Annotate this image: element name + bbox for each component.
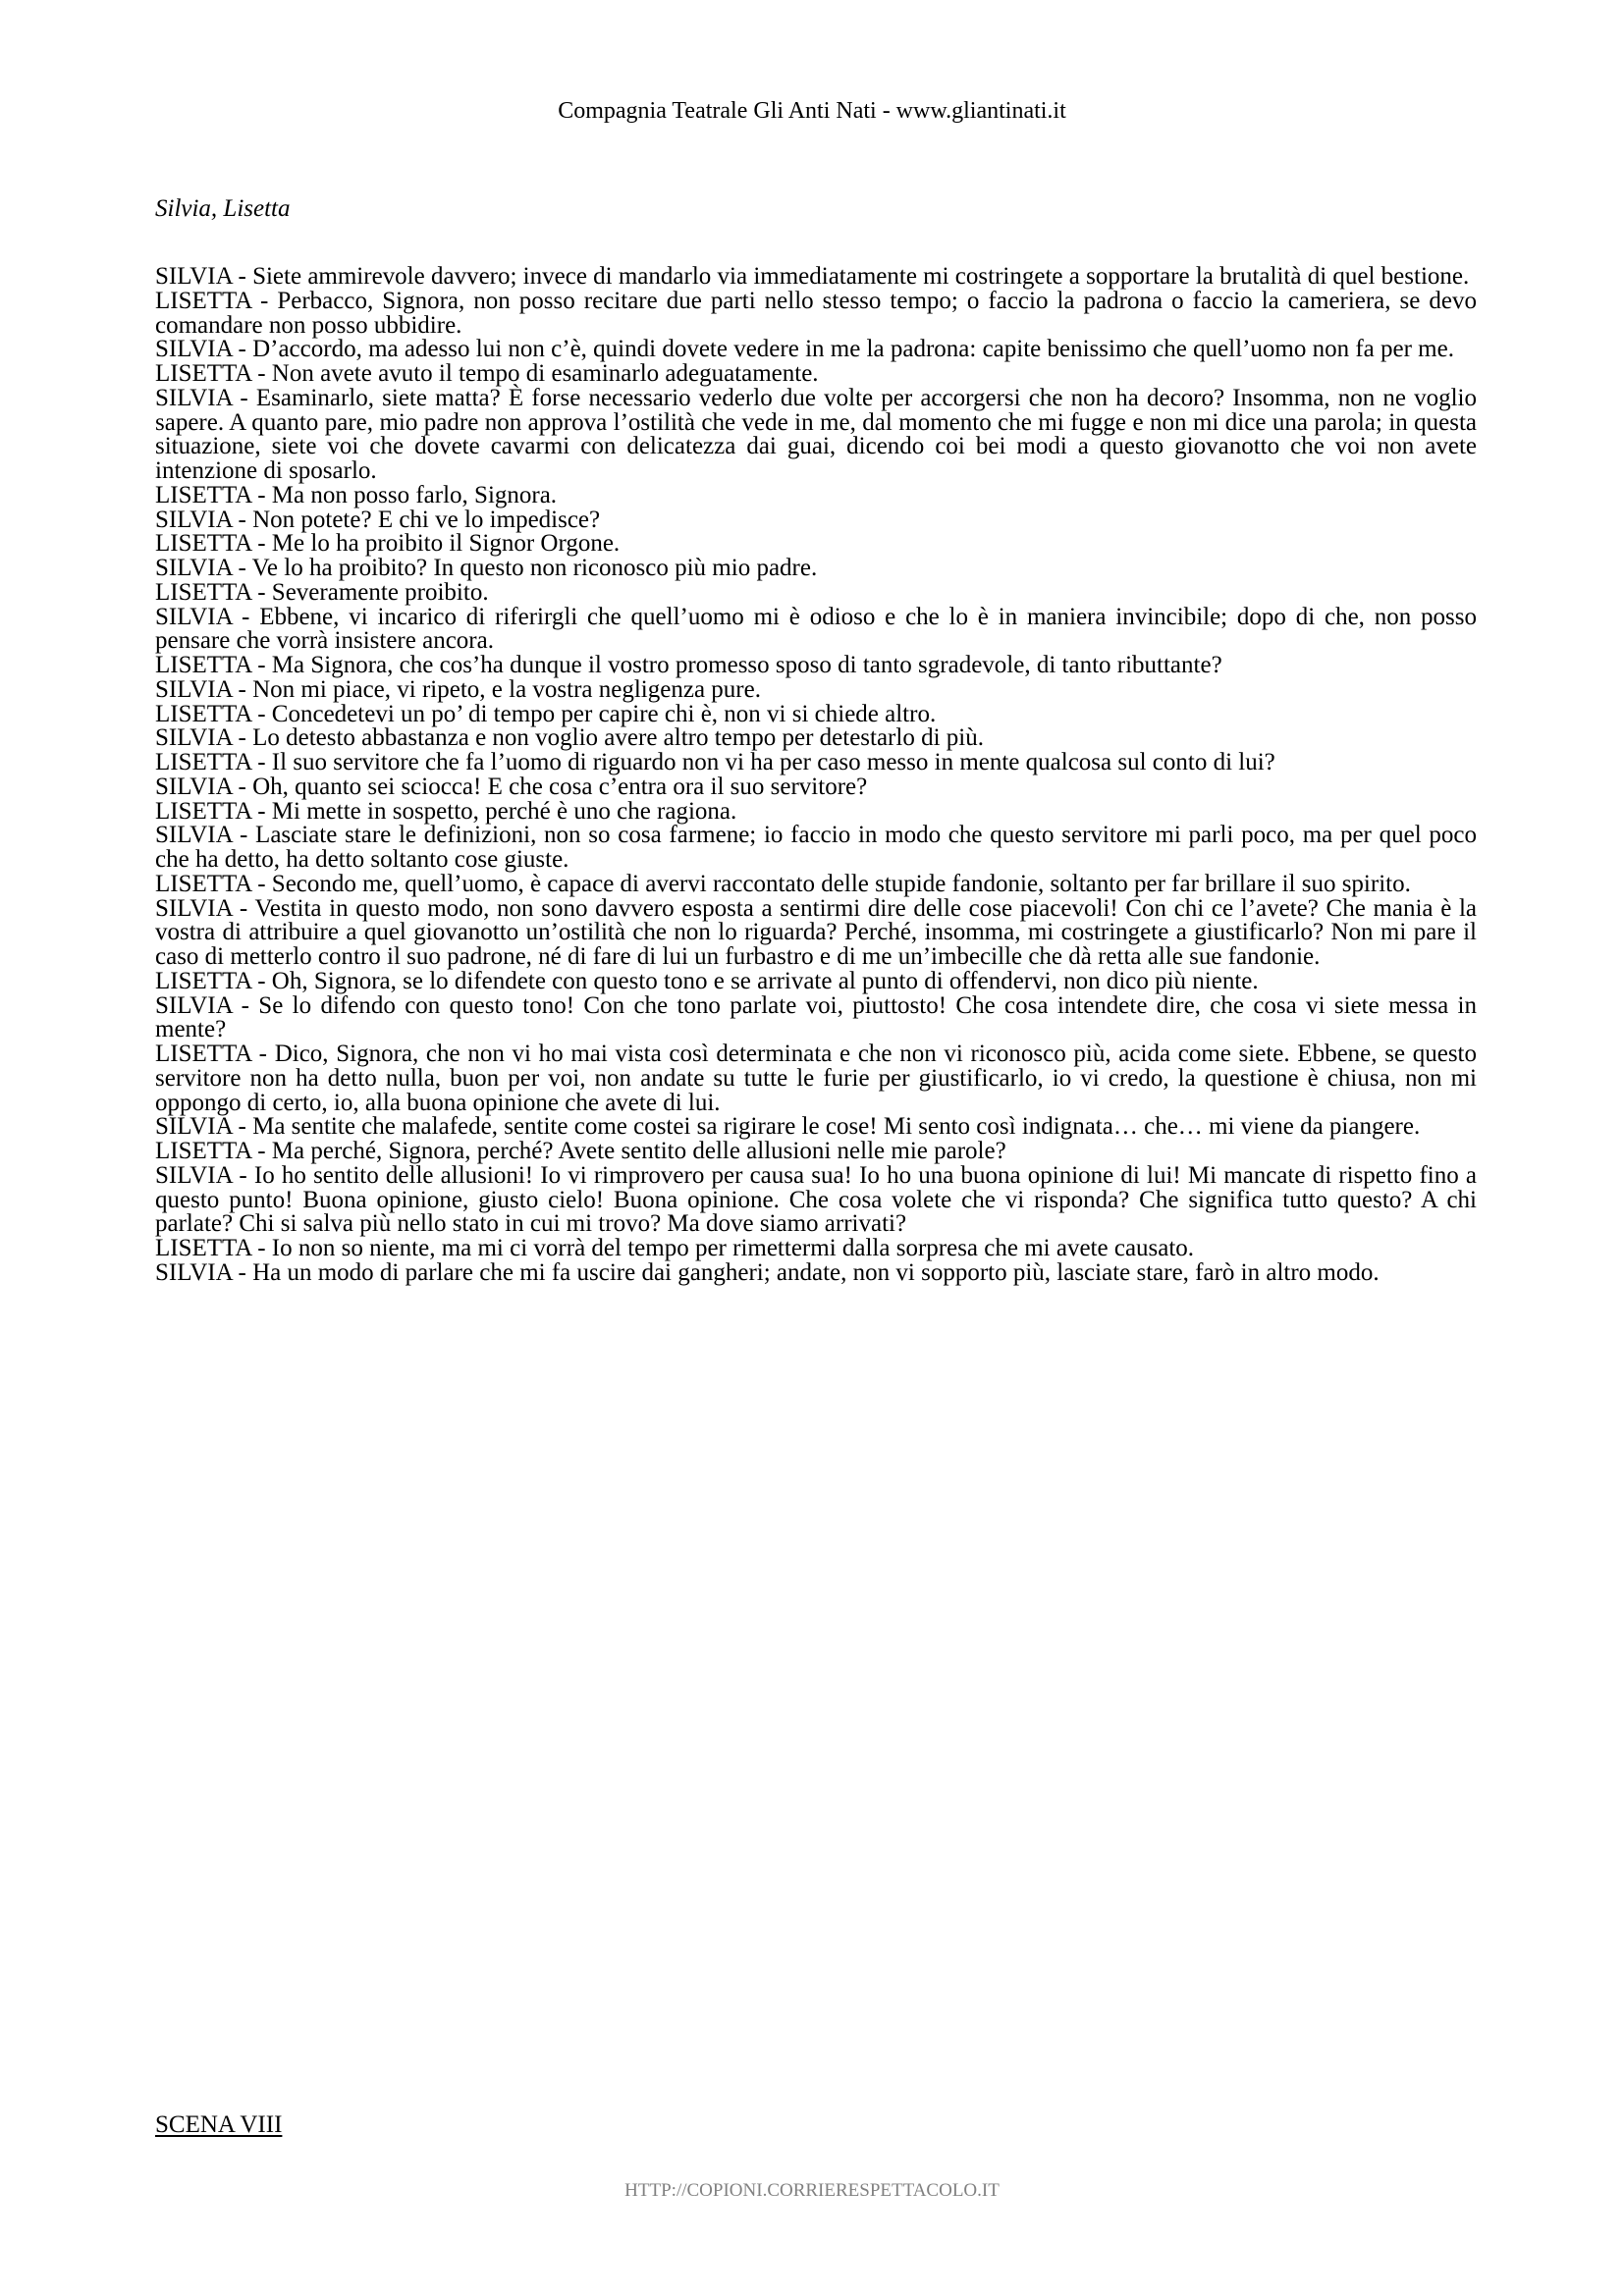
dialogue-line: LISETTA - Severamente proibito. [155, 578, 489, 606]
dialogue-line: LISETTA - Non avete avuto il tempo di esaminarlo adeguatamente. [155, 360, 819, 387]
dialogue-line: LISETTA - Ma non posso farlo, Signora. [155, 481, 558, 508]
dialogue-line: SILVIA - Ma sentite che malafede, sentite come costei sa rigirare le cose! Mi sento così indignata… che… mi viene da piangere. [155, 1113, 1421, 1141]
page-header: Compagnia Teatrale Gli Anti Nati - www.gliantinati.it [558, 98, 1066, 124]
dialogue-line: SILVIA - Oh, quanto sei sciocca! E che cosa c’entra ora il suo servitore? [155, 773, 868, 800]
dialogue-line: LISETTA - Mi mette in sospetto, perché è uno che ragiona. [155, 797, 737, 825]
dialogue-line: SILVIA - Vestita in questo modo, non sono davvero esposta a sentirmi dire delle cose piacevoli! Con chi ce l’avete? Che mania è la vostra di attribuire a quel giovanotto un’ostilità che non lo riguarda? Perché, insomma, mi costringete a giustificarlo? Non mi pare il caso di metterlo contro il suo padrone, né di fare di lui un furbastro e di me un’imbecille che dà retta alle sue fandonie. [155, 894, 1477, 970]
dialogue-line: LISETTA - Ma Signora, che cos’ha dunque il vostro promesso sposo di tanto sgradevole, di tanto ributtante? [155, 652, 1222, 678]
dialogue-line: LISETTA - Concedetevi un po’ di tempo per capire chi è, non vi si chiede altro. [155, 700, 937, 727]
dialogue [155, 265, 1477, 1286]
scene-title: SCENA VIII [155, 2111, 283, 2138]
dialogue-line: SILVIA - Non potete? E chi ve lo impedisce? [155, 506, 601, 533]
dialogue-line: LISETTA - Me lo ha proibito il Signor Orgone. [155, 530, 621, 558]
dialogue-line: LISETTA - Io non so niente, ma mi ci vorrà del tempo per rimettermi dalla sorpresa che mi avete causato. [155, 1235, 1195, 1261]
dialogue-line: LISETTA - Perbacco, Signora, non posso recitare due parti nello stesso tempo; o faccio la padrona o faccio la cameriera, se devo comandare non posso ubbidire. [155, 287, 1477, 339]
dialogue-line: SILVIA - Lasciate stare le definizioni, non so cosa farmene; io faccio in modo che questo servitore mi parli poco, ma per quel poco che ha detto, ha detto soltanto cose giuste. [155, 822, 1477, 873]
dialogue-line: SILVIA - Ve lo ha proibito? In questo non riconosco più mio padre. [155, 555, 818, 581]
dialogue-line: LISETTA - Il suo servitore che fa l’uomo di riguardo non vi ha per caso messo in mente qualcosa sul conto di lui? [155, 749, 1275, 775]
dialogue-line: SILVIA - Non mi piace, vi ripeto, e la vostra negligenza pure. [155, 675, 761, 703]
dialogue-line: SILVIA - Ebbene, vi incarico di riferirgli che quell’uomo mi è odioso e che lo è in maniera invincibile; dopo di che, non posso pensare che vorrà insistere ancora. [155, 603, 1477, 655]
dialogue-line: SILVIA - Io ho sentito delle allusioni! Io vi rimprovero per causa sua! Io ho una buona opinione di lui! Mi mancate di rispetto fino a questo punto! Buona opinione, giusto cielo! Buona opinione. Che cosa volete che vi risponda? Che significa tutto questo? A chi parlate? Chi si salva più nello stato in cui mi trovo? Ma dove siamo arrivati? [155, 1161, 1477, 1238]
dialogue-line: LISETTA - Dico, Signora, che non vi ho mai vista così determinata e che non vi riconosco più, acida come siete. Ebbene, se questo servitore non ha detto nulla, buon per voi, non andate su tutte le furie per giustificarlo, io vi credo, la questione è chiusa, non mi oppongo di certo, io, alla buona opinione che avete di lui. [155, 1041, 1477, 1116]
dialogue-line: SILVIA - D’accordo, ma adesso lui non c’è, quindi dovete vedere in me la padrona: capite benissimo che quell’uomo non fa per me. [155, 336, 1454, 363]
dialogue-line: SILVIA - Lo detesto abbastanza e non voglio avere altro tempo per detestarlo di più. [155, 724, 984, 752]
dialogue-line: LISETTA - Secondo me, quell’uomo, è capace di avervi raccontato delle stupide fandonie, soltanto per far brillare il suo spirito. [155, 870, 1411, 897]
dialogue-line: SILVIA - Siete ammirevole davvero; invece di mandarlo via immediatamente mi costringete a sopportare la brutalità di quel bestione. [155, 263, 1470, 290]
dialogue-line: SILVIA - Esaminarlo, siete matta? È forse necessario vederlo due volte per accorgersi che non ha decoro? Insomma, non ne voglio sapere. A quanto pare, mio padre non approva l’ostilità che vede in me, dal momento che mi fugge e non mi dice una parola; in questa situazione, siete voi che dovete cavarmi con delicatezza dai guai, dicendo coi bei modi a questo giovanotto che voi non avete intenzione di sposarlo. [155, 384, 1477, 484]
dialogue-line: SILVIA - Se lo difendo con questo tono! Con che tono parlate voi, piuttosto! Che cosa intendete dire, che cosa vi siete messa in mente? [155, 991, 1477, 1043]
dialogue-line: SILVIA - Ha un modo di parlare che mi fa uscire dai gangheri; andate, non vi sopporto più, lasciate stare, farò in altro modo. [155, 1258, 1380, 1286]
page-footer: HTTP://COPIONI.CORRIERESPETTACOLO.IT [624, 2180, 1000, 2201]
scene-characters: Silvia, Lisetta [155, 195, 291, 222]
dialogue-line: LISETTA - Ma perché, Signora, perché? Avete sentito delle allusioni nelle mie parole? [155, 1138, 1006, 1164]
dialogue-line: LISETTA - Oh, Signora, se lo difendete con questo tono e se arrivate al punto di offendervi, non dico più niente. [155, 967, 1259, 994]
